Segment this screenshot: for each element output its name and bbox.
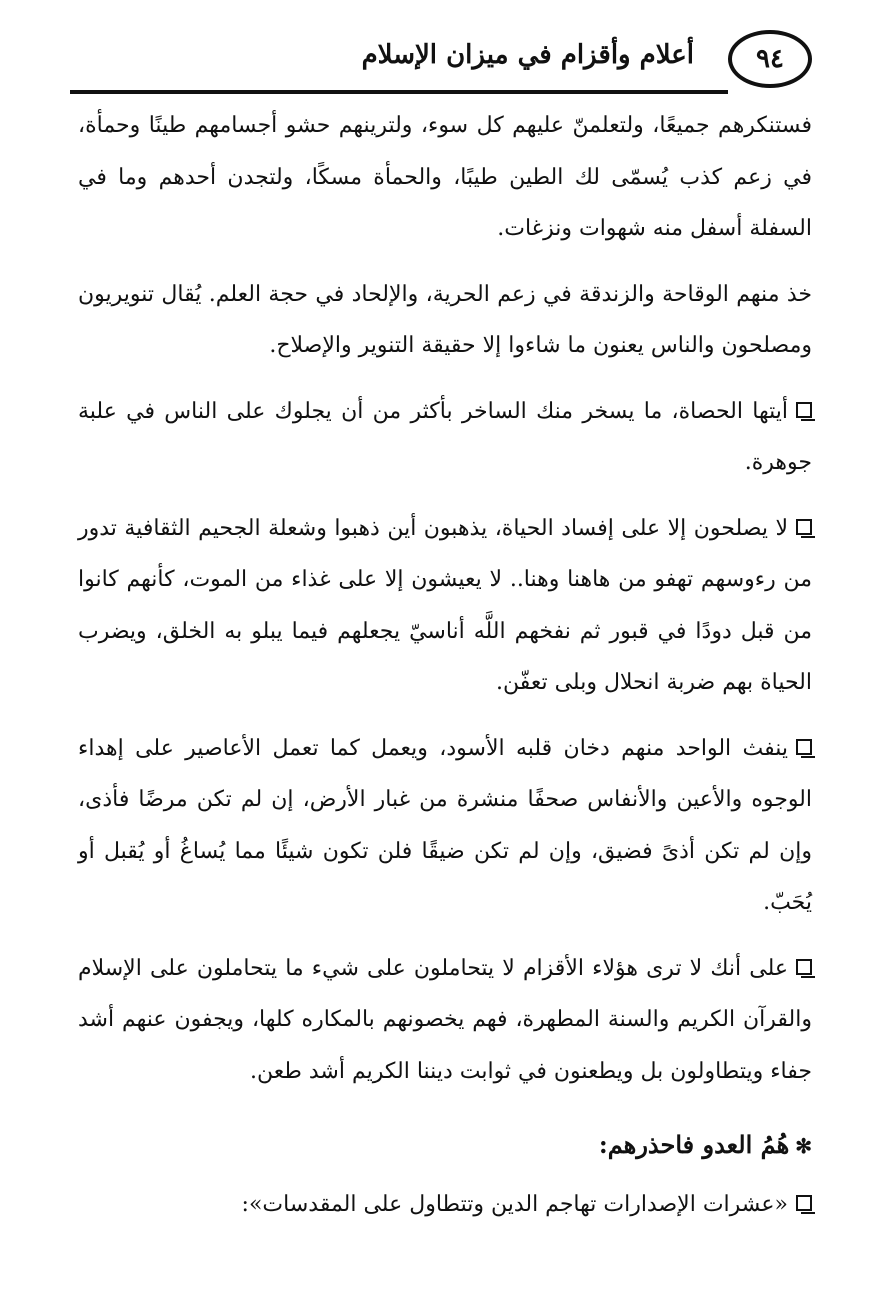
section-heading <box>78 1119 812 1173</box>
paragraph-text: ينفث الواحد منهم دخان قلبه الأسود، ويعمل كما تعمل الأعاصير على إهداء الوجوه والأعين والأنفاس صحفًا منشرة من غبار الأرض، إن لم تكن مرضًا فأذى، وإن لم تكن أذىً فضيق، وإن لم تكن ضيقًا فلن تكون شيئًا مما يُساغُ أو يُقبل أو يُحَبّ. <box>78 735 812 915</box>
square-bullet-icon <box>796 402 812 418</box>
paragraph <box>78 100 812 255</box>
paragraph <box>78 723 812 929</box>
paragraph-text: على أنك لا ترى هؤلاء الأقزام لا يتحاملون على شيء ما يتحاملون على الإسلام والقرآن الكريم والسنة المطهرة، فهم يخصونهم بالمكاره كلها، ويجفون عنهم أشد جفاء ويتطاولون بل ويطعنون في ثوابت ديننا الكريم أشد طعن. <box>78 955 812 1084</box>
paragraph-text: أيتها الحصاة، ما يسخر منك الساخر بأكثر من أن يجلوك على الناس في علبة جوهرة. <box>78 398 812 475</box>
paragraph <box>78 386 812 489</box>
running-title: أعلام وأقزام في ميزان الإسلام <box>361 40 694 70</box>
star-icon: ✻ <box>795 1134 812 1158</box>
paragraph-text: فستنكرهم جميعًا، ولتعلمنّ عليهم كل سوء، ولترينهم حشو أجسامهم طينًا وحمأة، في زعم كذب يُسمّى لك الطين طيبًا، والحمأة مسكًا، ولتجدن أحدهم وما في السفلة أسفل منه شهوات ونزغات. <box>78 113 812 241</box>
section-heading-text: هُمُ العدو فاحذرهم: <box>598 1130 790 1159</box>
paragraph-text: خذ منهم الوقاحة والزندقة في زعم الحرية، والإلحاد في حجة العلم. يُقال تنويريون ومصلحون والناس يعنون ما شاءوا إلا حقيقة التنوير والإصلاح. <box>78 281 812 358</box>
paragraph <box>78 943 812 1098</box>
paragraph <box>78 269 812 372</box>
body-text <box>78 100 812 1230</box>
square-bullet-icon <box>796 519 812 535</box>
square-bullet-icon <box>796 959 812 975</box>
section-item <box>78 1179 812 1231</box>
paragraph-text: لا يصلحون إلا على إفساد الحياة، يذهبون أين ذهبوا وشعلة الجحيم الثقافية تدور من رءوسهم تهفو من هاهنا وهنا.. لا يعيشون إلا على غذاء من الموت، كأنهم كانوا من قبل دودًا في قبور ثم نفخهم اللَّه أناسيّ يجعلهم فيما يبلو به الخلق، ويضرب الحياة بهم ضربة انحلال وبلى تعفّن. <box>78 515 812 695</box>
square-bullet-icon <box>796 1195 812 1211</box>
header-rule <box>70 90 728 94</box>
section-item-text: «عشرات الإصدارات تهاجم الدين وتتطاول على المقدسات»: <box>241 1191 788 1217</box>
page-number: ٩٤ <box>728 30 812 88</box>
square-bullet-icon <box>796 739 812 755</box>
page-header <box>70 28 812 96</box>
paragraph <box>78 503 812 709</box>
